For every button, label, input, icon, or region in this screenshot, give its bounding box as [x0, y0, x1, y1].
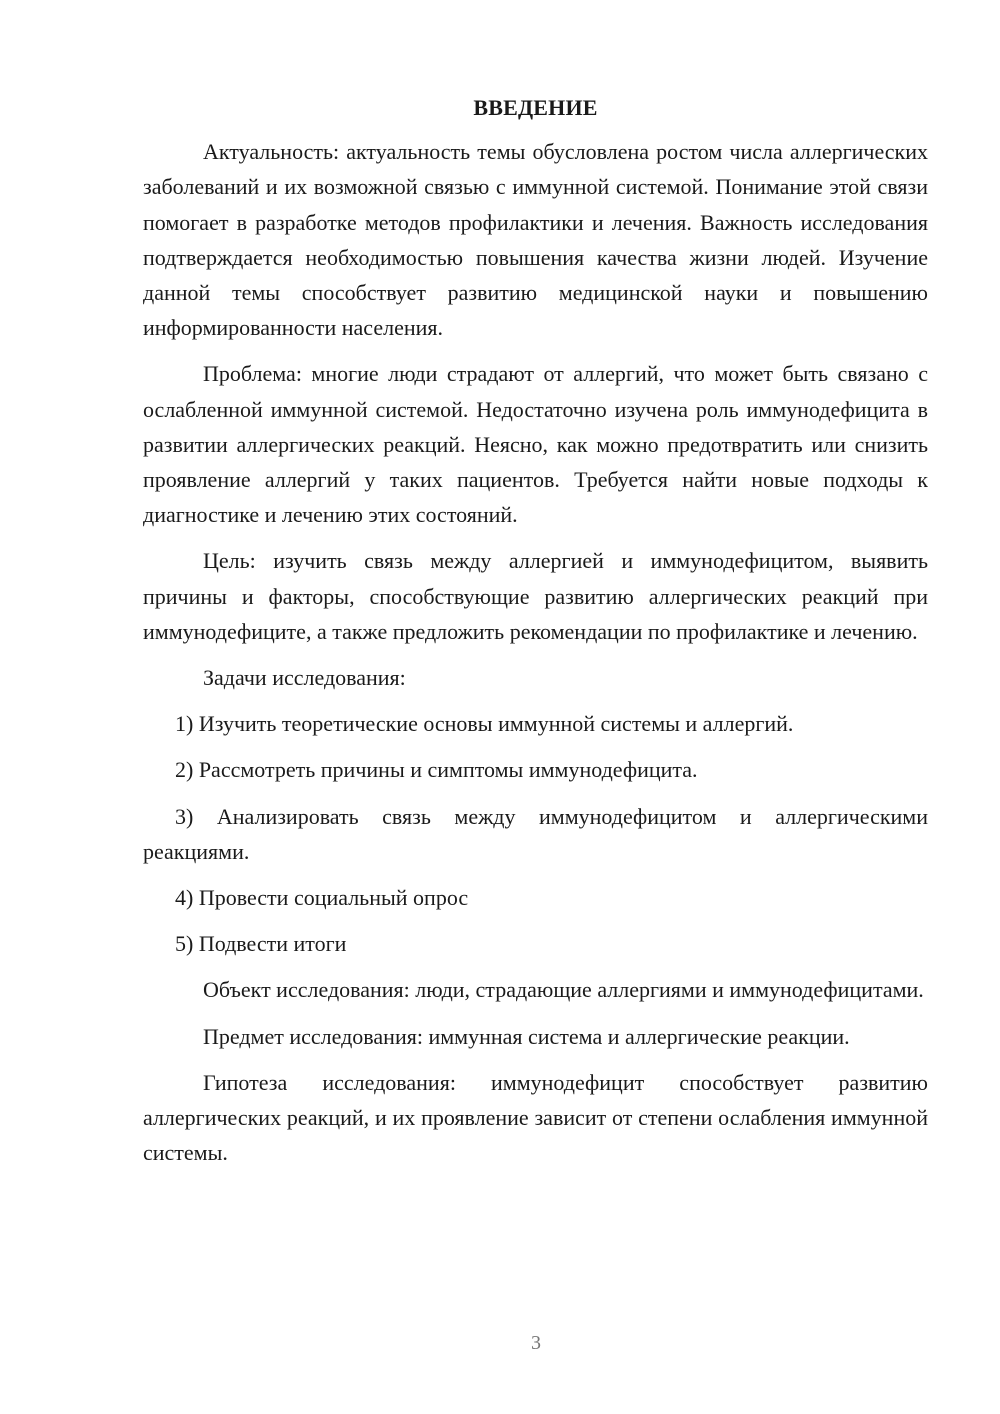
paragraph-goal: Цель: изучить связь между аллергией и иммунодефицитом, выявить причины и факторы, способствующие развитию аллергических реакций при иммунодефиците, а также предложить рекомендации по профилактике и лечению.	[143, 548, 928, 644]
list-item: 5) Подвести итоги	[175, 931, 347, 957]
page-title: ВВЕДЕНИЕ	[473, 95, 598, 120]
list-item: 3) Анализировать связь между иммунодефицитом и аллергическими реакциями.	[143, 803, 928, 864]
paragraph-subject: Предмет исследования: иммунная система и аллергические реакции.	[203, 1023, 850, 1049]
paragraph-hypothesis: Гипотеза исследования: иммунодефицит способствует развитию аллергических реакций, и их проявление зависит от степени ослабления иммунной системы.	[143, 1069, 928, 1166]
list-item: 1) Изучить теоретические основы иммунной системы и аллергий.	[175, 711, 794, 737]
paragraph-problem: Проблема: многие люди страдают от аллергий, что может быть связано с ослабленной иммунной системой. Недостаточно изучена роль иммунодефицита в развитии аллергических реакций. Неясно, как можно предотвратить или снизить проявление аллергий у таких пациентов. Требуется найти новые подходы к диагностике и лечению этих состояний.	[143, 361, 928, 528]
paragraph-object: Объект исследования: люди, страдающие аллергиями и иммунодефицитами.	[203, 977, 924, 1003]
tasks-heading: Задачи исследования:	[203, 665, 406, 691]
list-item: 2) Рассмотреть причины и симптомы иммунодефицита.	[175, 757, 698, 783]
paragraph-relevance: Актуальность: актуальность темы обусловлена ростом числа аллергических заболеваний и их возможной связью с иммунной системой. Понимание этой связи помогает в разработке методов профилактики и лечения. Важность исследования подтверждается необходимостью повышения качества жизни людей. Изучение данной темы способствует развитию медицинской науки и повышению информированности населения.	[143, 139, 928, 341]
page-number: 3	[531, 1332, 541, 1354]
list-item: 4) Провести социальный опрос	[175, 885, 469, 911]
document-body	[143, 90, 928, 1181]
